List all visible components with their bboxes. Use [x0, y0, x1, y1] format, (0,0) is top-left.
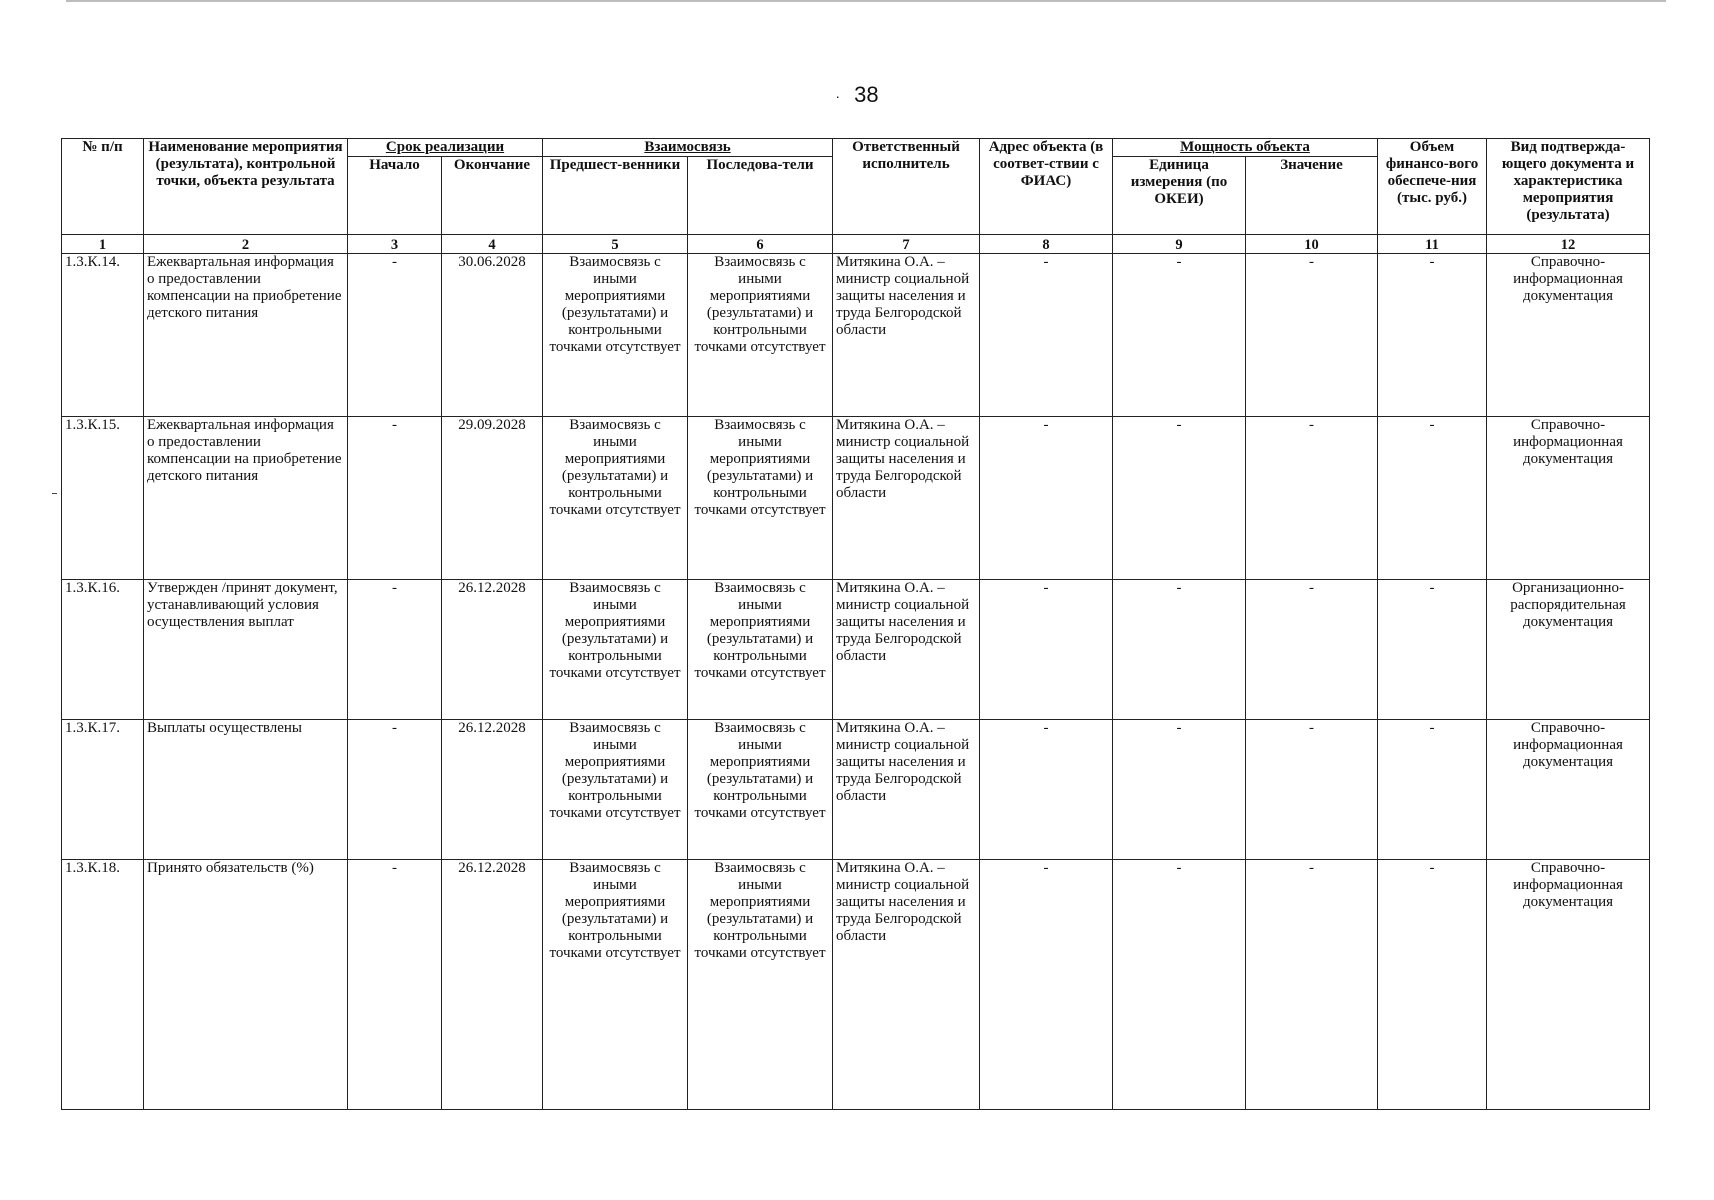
row-predecessors: Взаимосвязь с иными мероприятиями (результатами) и контрольными точками отсутствует — [543, 417, 688, 580]
column-number: 8 — [980, 235, 1113, 254]
row-end: 29.09.2028 — [442, 417, 543, 580]
column-number: 9 — [1113, 235, 1246, 254]
row-name: Выплаты осуществлены — [144, 720, 348, 860]
row-unit: - — [1113, 720, 1246, 860]
column-number: 3 — [348, 235, 442, 254]
header-name: Наименование мероприятия (результата), контрольной точки, объекта результата — [144, 139, 348, 235]
header-column-numbers — [62, 235, 1650, 254]
row-end: 30.06.2028 — [442, 254, 543, 417]
row-value: - — [1246, 720, 1378, 860]
row-number: 1.3.К.16. — [62, 580, 144, 720]
row-document: Справочно-информационная документация — [1487, 720, 1650, 860]
row-unit: - — [1113, 254, 1246, 417]
column-number: 6 — [688, 235, 833, 254]
row-financing: - — [1378, 417, 1487, 580]
row-predecessors: Взаимосвязь с иными мероприятиями (результатами) и контрольными точками отсутствует — [543, 720, 688, 860]
header-start: Начало — [348, 157, 442, 235]
measures-table — [61, 138, 1650, 1110]
row-number: 1.3.К.18. — [62, 860, 144, 1110]
row-predecessors: Взаимосвязь с иными мероприятиями (результатами) и контрольными точками отсутствует — [543, 860, 688, 1110]
row-start: - — [348, 860, 442, 1110]
column-number: 1 — [62, 235, 144, 254]
header-group-power: Мощность объекта — [1113, 139, 1378, 157]
row-value: - — [1246, 417, 1378, 580]
header-group-term: Срок реализации — [348, 139, 543, 157]
column-number: 7 — [833, 235, 980, 254]
row-end: 26.12.2028 — [442, 720, 543, 860]
row-successors: Взаимосвязь с иными мероприятиями (результатами) и контрольными точками отсутствует — [688, 580, 833, 720]
header-end: Окончание — [442, 157, 543, 235]
header-successors: Последова-тели — [688, 157, 833, 235]
page-number-dot: · — [835, 88, 841, 105]
column-number: 5 — [543, 235, 688, 254]
row-name: Утвержден /принят документ, устанавливающий условия осуществления выплат — [144, 580, 348, 720]
row-value: - — [1246, 860, 1378, 1110]
row-name: Принято обязательств (%) — [144, 860, 348, 1110]
row-document: Справочно-информационная документация — [1487, 860, 1650, 1110]
row-address: - — [980, 720, 1113, 860]
page-number — [0, 82, 1714, 108]
row-responsible: Митякина О.А. – министр социальной защиты населения и труда Белгородской области — [833, 860, 980, 1110]
table-row — [62, 417, 1650, 580]
row-address: - — [980, 860, 1113, 1110]
page-number-value: 38 — [854, 82, 879, 107]
row-successors: Взаимосвязь с иными мероприятиями (результатами) и контрольными точками отсутствует — [688, 720, 833, 860]
row-value: - — [1246, 254, 1378, 417]
row-responsible: Митякина О.А. – министр социальной защиты населения и труда Белгородской области — [833, 254, 980, 417]
header-no: № п/п — [62, 139, 144, 235]
header-responsible: Ответственный исполнитель — [833, 139, 980, 235]
row-successors: Взаимосвязь с иными мероприятиями (результатами) и контрольными точками отсутствует — [688, 860, 833, 1110]
column-number: 4 — [442, 235, 543, 254]
table-row — [62, 254, 1650, 417]
row-start: - — [348, 580, 442, 720]
row-successors: Взаимосвязь с иными мероприятиями (результатами) и контрольными точками отсутствует — [688, 417, 833, 580]
row-responsible: Митякина О.А. – министр социальной защиты населения и труда Белгородской области — [833, 580, 980, 720]
row-document: Справочно-информационная документация — [1487, 417, 1650, 580]
row-predecessors: Взаимосвязь с иными мероприятиями (результатами) и контрольными точками отсутствует — [543, 254, 688, 417]
header-financing: Объем финансо-вого обеспече-ния (тыс. руб.) — [1378, 139, 1487, 235]
row-predecessors: Взаимосвязь с иными мероприятиями (результатами) и контрольными точками отсутствует — [543, 580, 688, 720]
table-row — [62, 860, 1650, 1110]
row-financing: - — [1378, 580, 1487, 720]
row-number: 1.3.К.15. — [62, 417, 144, 580]
row-start: - — [348, 417, 442, 580]
column-number: 2 — [144, 235, 348, 254]
row-start: - — [348, 254, 442, 417]
header-unit: Единица измерения (по ОКЕИ) — [1113, 157, 1246, 235]
row-name: Ежеквартальная информация о предоставлении компенсации на приобретение детского питания — [144, 254, 348, 417]
table-row — [62, 720, 1650, 860]
row-successors: Взаимосвязь с иными мероприятиями (результатами) и контрольными точками отсутствует — [688, 254, 833, 417]
row-address: - — [980, 580, 1113, 720]
header-group-link: Взаимосвязь — [543, 139, 833, 157]
column-number: 10 — [1246, 235, 1378, 254]
row-number: 1.3.К.17. — [62, 720, 144, 860]
row-value: - — [1246, 580, 1378, 720]
row-responsible: Митякина О.А. – министр социальной защиты населения и труда Белгородской области — [833, 417, 980, 580]
row-unit: - — [1113, 860, 1246, 1110]
row-document: Организационно-распорядительная документация — [1487, 580, 1650, 720]
header-value: Значение — [1246, 157, 1378, 235]
margin-mark — [52, 493, 57, 494]
table-header — [62, 139, 1650, 254]
row-financing: - — [1378, 254, 1487, 417]
table-row — [62, 580, 1650, 720]
header-address: Адрес объекта (в соответ-ствии с ФИАС) — [980, 139, 1113, 235]
row-end: 26.12.2028 — [442, 580, 543, 720]
row-responsible: Митякина О.А. – министр социальной защиты населения и труда Белгородской области — [833, 720, 980, 860]
header-predecessors: Предшест-венники — [543, 157, 688, 235]
row-name: Ежеквартальная информация о предоставлении компенсации на приобретение детского питания — [144, 417, 348, 580]
row-unit: - — [1113, 417, 1246, 580]
row-address: - — [980, 254, 1113, 417]
header-document: Вид подтвержда-ющего документа и характеристика мероприятия (результата) — [1487, 139, 1650, 235]
row-unit: - — [1113, 580, 1246, 720]
column-number: 12 — [1487, 235, 1650, 254]
top-border-line — [66, 0, 1666, 2]
row-start: - — [348, 720, 442, 860]
row-document: Справочно-информационная документация — [1487, 254, 1650, 417]
row-number: 1.3.К.14. — [62, 254, 144, 417]
row-financing: - — [1378, 860, 1487, 1110]
row-end: 26.12.2028 — [442, 860, 543, 1110]
row-address: - — [980, 417, 1113, 580]
column-number: 11 — [1378, 235, 1487, 254]
row-financing: - — [1378, 720, 1487, 860]
